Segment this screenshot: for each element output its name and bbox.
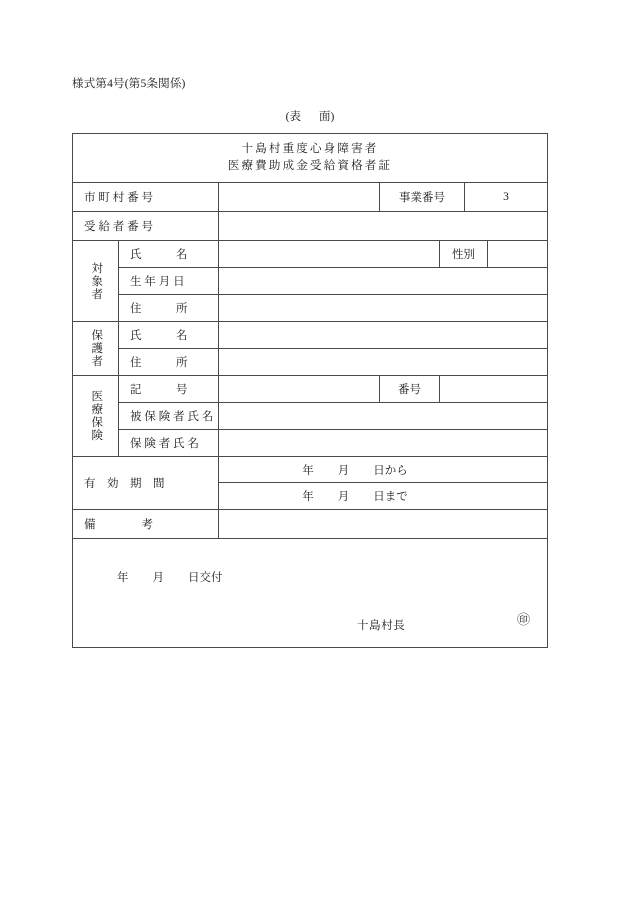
valid-period-label: 有 効 期 間	[84, 478, 165, 491]
issuance-month: 月	[152, 572, 164, 585]
insurance-symbol-value[interactable]	[218, 376, 379, 402]
guardian-address-label: 住 所	[118, 349, 218, 375]
target-person-sex-label: 性別	[439, 241, 487, 267]
valid-period-dates	[218, 457, 547, 509]
target-person-name-row	[118, 241, 547, 268]
valid-period-row	[73, 457, 547, 510]
insured-name-row	[118, 403, 547, 430]
target-person-birthdate-label: 生 年 月 日	[118, 268, 218, 294]
recipient-number-value[interactable]	[218, 212, 547, 240]
target-person-group-label: 対象者	[90, 261, 103, 301]
guardian-row	[73, 322, 547, 376]
valid-period-to-month: 月	[337, 491, 350, 504]
valid-period-to[interactable]	[219, 483, 547, 509]
valid-period-from-month: 月	[337, 464, 350, 477]
issuance-block	[73, 539, 547, 647]
target-person-sex-value[interactable]	[487, 241, 547, 267]
target-person-address-value[interactable]	[218, 295, 547, 321]
insurance-symbol-label: 記 号	[118, 376, 218, 402]
title-row	[73, 134, 547, 183]
recipient-number-row	[73, 212, 547, 241]
guardian-fields	[118, 322, 547, 375]
municipality-number-row	[73, 183, 547, 212]
municipality-number-label: 市 町 村 番 号	[84, 192, 153, 205]
insurance-number-label: 番号	[379, 376, 439, 402]
target-person-name-label: 氏 名	[118, 241, 218, 267]
certificate-title-line-2: 医療費助成金受給資格者証	[227, 159, 393, 172]
side-caption-open: (表	[285, 111, 301, 123]
target-person-address-label: 住 所	[118, 295, 218, 321]
guardian-name-value[interactable]	[218, 322, 547, 348]
valid-period-from-year: 年	[302, 464, 314, 477]
insurer-name-label: 保 険 者 氏 名	[118, 430, 218, 456]
issuance-date[interactable]	[117, 569, 223, 585]
side-caption-close: 面)	[319, 111, 335, 123]
certificate-title-line-1: 十島村重度心身障害者	[241, 143, 379, 155]
insurance-symbol-row	[118, 376, 547, 403]
guardian-address-value[interactable]	[218, 349, 547, 375]
issuance-day: 日交付	[188, 572, 223, 585]
side-caption	[72, 108, 548, 124]
guardian-address-row	[118, 349, 547, 375]
valid-period-to-day: 日まで	[373, 491, 408, 504]
valid-period-to-year: 年	[302, 491, 314, 504]
target-person-birthdate-row	[118, 268, 547, 295]
business-number-label: 事業番号	[379, 183, 464, 211]
insurance-number-value[interactable]	[439, 376, 547, 402]
medical-insurance-group-label: 医療保険	[90, 390, 103, 443]
remarks-row	[73, 510, 547, 539]
insurer-name-value[interactable]	[218, 430, 547, 456]
guardian-group-label: 保護者	[90, 329, 103, 369]
issuance-row	[73, 539, 547, 647]
medical-insurance-row	[73, 376, 547, 457]
guardian-name-row	[118, 322, 547, 349]
target-person-row	[73, 241, 547, 322]
certificate-title	[73, 134, 547, 182]
form-number: 様式第4号(第5条関係)	[72, 78, 186, 90]
target-person-address-row	[118, 295, 547, 321]
recipient-number-label: 受 給 者 番 号	[84, 221, 153, 234]
municipality-number-value[interactable]	[218, 183, 379, 211]
medical-insurance-fields	[118, 376, 547, 456]
valid-period-from-day: 日から	[373, 464, 408, 477]
insured-name-label: 被 保 険 者 氏 名	[118, 403, 218, 429]
certificate-table	[72, 133, 548, 648]
issuance-year: 年	[117, 572, 129, 585]
issuer-name: 十島村長	[357, 620, 406, 633]
insurer-name-row	[118, 430, 547, 456]
guardian-name-label: 氏 名	[118, 322, 218, 348]
seal-icon: ㊞	[517, 612, 531, 628]
target-person-birthdate-value[interactable]	[218, 268, 547, 294]
business-number-value[interactable]: 3	[464, 183, 547, 211]
remarks-value[interactable]	[218, 510, 547, 538]
valid-period-from[interactable]	[219, 457, 547, 483]
target-person-fields	[118, 241, 547, 321]
insured-name-value[interactable]	[218, 403, 547, 429]
remarks-label: 備 考	[84, 519, 153, 532]
target-person-name-value[interactable]	[218, 241, 439, 267]
